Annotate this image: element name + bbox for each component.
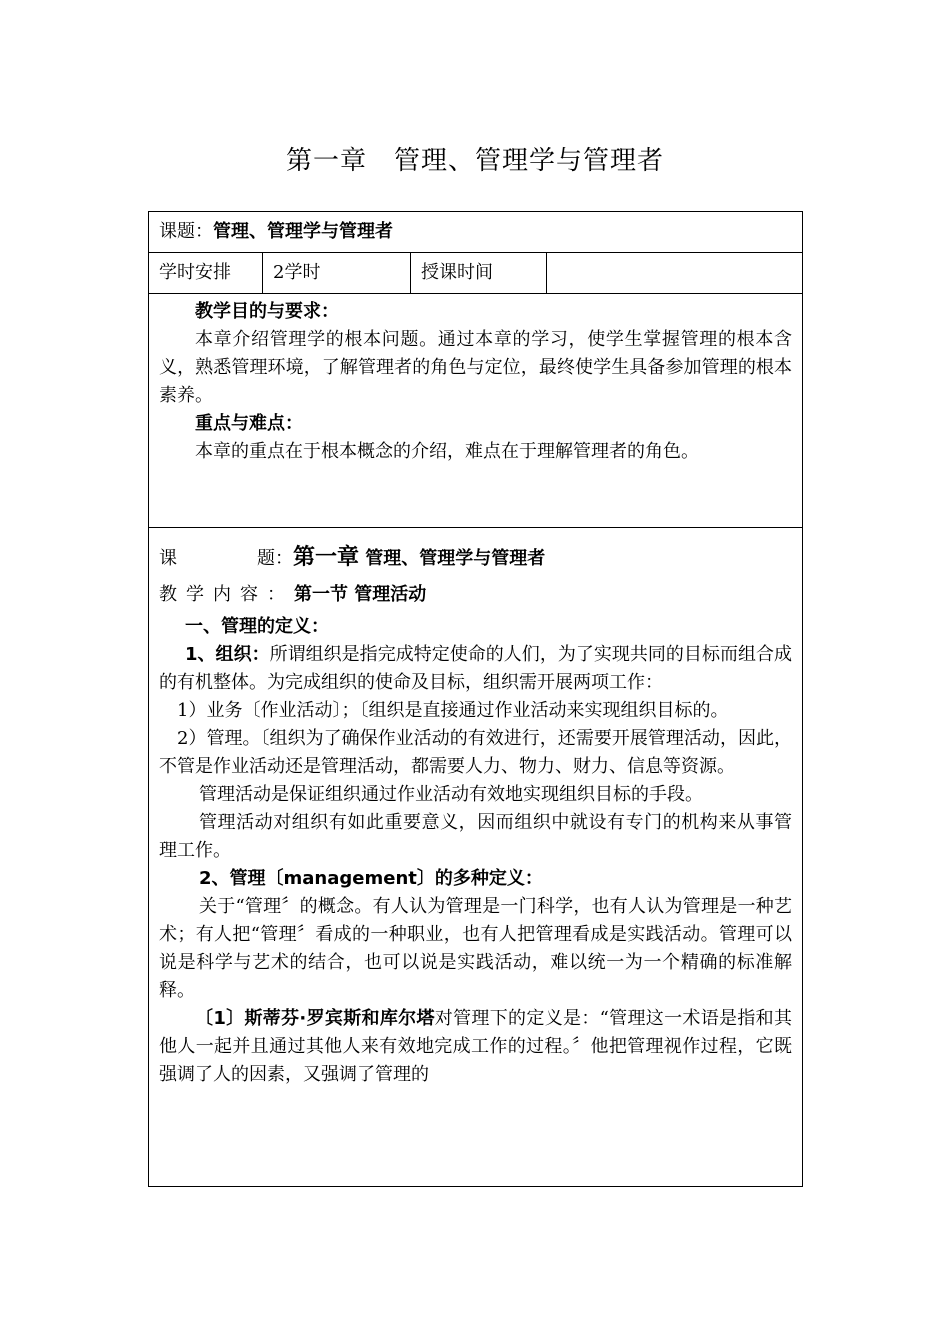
topic-value: 管理、管理学与管理者 bbox=[213, 221, 393, 242]
heading-definitions: 2、管理〔management〕的多种定义： bbox=[199, 868, 543, 889]
organization-paragraph bbox=[159, 641, 792, 697]
goals-cell bbox=[149, 294, 803, 528]
hours-label: 学时安排 bbox=[149, 253, 263, 294]
goals-text: 本章介绍管理学的根本问题。通过本章的学习，使学生掌握管理的根本含义，熟悉管理环境，了解管理者的角色与定位，最终使学生具备参加管理的根本素养。 bbox=[159, 329, 792, 406]
item-2: 2）管理。〔组织为了确保作业活动的有效进行，还需要开展管理活动，因此，不管是作业活动还是管理活动，都需要人力、物力、财力、信息等资源。 bbox=[159, 728, 792, 777]
content-section-line bbox=[159, 577, 792, 613]
content-topic-line bbox=[159, 540, 792, 577]
time-label: 授课时间 bbox=[411, 253, 547, 294]
content-topic-label2: 题： bbox=[257, 548, 293, 569]
chapter-number: 第一章 bbox=[293, 545, 360, 570]
definition-1 bbox=[159, 1005, 792, 1089]
content-topic-label1: 课 bbox=[159, 548, 177, 569]
paragraph-3: 关于“管理〞的概念。有人认为管理是一门科学，也有人认为管理是一种艺术；有人把“管理〞看成的一种职业，也有人把管理看成是实践活动。管理可以说是科学与艺术的结合，也可以说是实践活动，难以统一为一个精确的标准解释。 bbox=[159, 896, 792, 1001]
key-points-heading: 重点与难点： bbox=[195, 413, 303, 434]
paragraph-1: 管理活动是保证组织通过作业活动有效地实现组织目标的手段。 bbox=[199, 784, 703, 805]
chapter-title: 管理、管理学与管理者 bbox=[359, 548, 546, 569]
time-value bbox=[547, 253, 803, 294]
paragraph-2: 管理活动对组织有如此重要意义，因而组织中就设有专门的机构来从事管理工作。 bbox=[159, 812, 792, 861]
heading-definition: 一、管理的定义： bbox=[185, 616, 329, 637]
definition-1-text: 对管理下的定义是：“管理这一术语是指和其他人一起并且通过其他人来有效地完成工作的过程。〞他把管理视作过程，它既强调了人的因素，又强调了管理的 bbox=[159, 1008, 792, 1085]
organization-text: 所谓组织是指完成特定使命的人们，为了实现共同的目标而组合成的有机整体。为完成组织的使命及目标，组织需开展两项工作： bbox=[159, 644, 793, 693]
item-1: 1）业务〔作业活动〕；〔组织是直接通过作业活动来实现组织目标的。 bbox=[177, 700, 729, 721]
content-cell bbox=[149, 528, 803, 1187]
topic-label: 课题： bbox=[159, 221, 213, 242]
key-points-text: 本章的重点在于根本概念的介绍，难点在于理解管理者的角色。 bbox=[195, 441, 699, 462]
hours-value: 2学时 bbox=[263, 253, 411, 294]
definition-1-label: 〔1〕斯蒂芬·罗宾斯和库尔塔 bbox=[195, 1008, 435, 1029]
section-title: 第一节 管理活动 bbox=[294, 584, 427, 605]
lesson-plan-table bbox=[148, 211, 803, 1187]
content-label: 教学内容： bbox=[159, 584, 294, 605]
organization-label: 1、组织： bbox=[185, 644, 270, 665]
topic-row bbox=[149, 212, 803, 253]
goals-heading: 教学目的与要求： bbox=[195, 301, 339, 322]
document-title: 第一章 管理、管理学与管理者 bbox=[285, 146, 664, 176]
